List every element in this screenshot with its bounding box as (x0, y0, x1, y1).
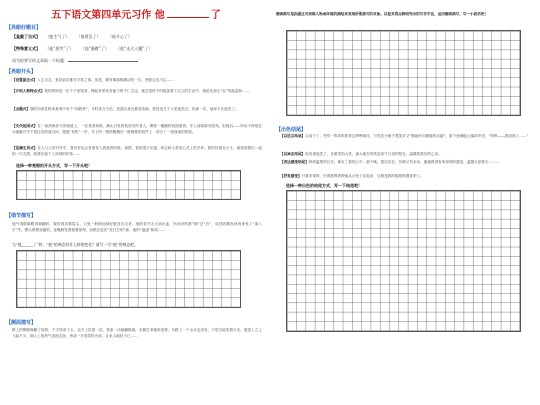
section-heading-ending: 【出色结尾】 (276, 127, 307, 133)
para-key: 【设置悬念式】 (12, 78, 38, 82)
detail-task: 当“他______了”时，“他”的神态有什么样的变化？请写一写“他”的神态吧。 (12, 242, 138, 247)
note-text: 只看非常棒，仔着都教养理他从沙发上站起来，这就是我的聪明细漫视吧了。 (301, 174, 424, 178)
title-option-row-2 (12, 46, 158, 52)
ending-example-2 (280, 152, 532, 157)
title-suffix: 了 (210, 10, 221, 21)
title-prefix: 他 (154, 10, 165, 21)
section-heading-opening: 【亮眼开头】 (6, 69, 37, 75)
opening-writing-grid[interactable] (16, 170, 241, 200)
note-key: 【以语言结尾】 (280, 134, 306, 138)
ending-task: 选择一种出色的结尾方式，写一下结尾吧！ (286, 183, 362, 188)
ending-example-1 (280, 134, 532, 139)
ending-example-3 (280, 160, 532, 165)
option: （他着急了） (76, 34, 101, 39)
note-text: 合高于了，突然一阵风吹着身边哗哗响过，只见若小明于凳笑对又“粮地开向拥挽的乐趣”，留下他俩脸云落的声音，“妈妈——我成熟了……” (305, 134, 529, 138)
side-writing-grid[interactable] (286, 30, 521, 116)
option: （他“暴跳”了） (80, 46, 109, 51)
note-key: 【抒发感受】 (280, 174, 302, 178)
title-prompt (12, 58, 138, 64)
para-key: 【语擒生风式】 (12, 146, 38, 150)
ending-example-4 (280, 174, 532, 179)
note-text: 妈妈温柔的目光，像在了我的心中，那个晚，我拉存在，仿佛又有亲身，谢谢我得有所得到的感受，温馨当爱着无一…… (308, 160, 500, 164)
row-label: 【直截了当式】 (12, 34, 40, 39)
para-text: 在一条热闹非凡的街道上，一位老者和谁，满头白发的悦效安的老人，柳着一瓣瓣的切面面者，车上前面那对面具。但她们——所有不停地在为他解开手下管住们的面过问，便感“有机”一声，车上的一根铁鹅梳在一般梳要的铝件上：部分了一道深深的铁痕。 (12, 124, 263, 134)
para-text: 我的妈妈是一位个子宽矮者，操起家里家务能力的千仁主达，她总是时不时地加着干点立的生活中，就是比那么“忍”的能量和…… (44, 89, 250, 93)
opening-example-4 (12, 124, 262, 135)
option: （他生气了） (45, 34, 70, 39)
para-text: 我的同桌性格率真爽中有个“四熟哥”，平时喜言少语，是是闷身边都喜热闹，曾经没几个人见他笑过，但那一次，他却卡在他笑了。 (29, 107, 239, 111)
opening-example-5 (12, 146, 262, 157)
para-text: 在人与人的对对中，我们有危会有被发入我他的时候，那情，看似很不足道，却会给人带来心灵上的关怀。我的好朋友小王，就曾被我们一起的一次友感，给我们留下了深刻的印象…… (12, 146, 263, 156)
row-label: 【特殊意义式】 (12, 46, 40, 51)
para-key: 【点题式】 (12, 107, 30, 111)
section-heading-detail: 【细节描写】 (6, 213, 37, 219)
option: （他开心了） (107, 34, 132, 39)
section-heading-side: 【侧面描写】 (6, 320, 37, 326)
title-blank (167, 17, 209, 18)
opening-example-2 (12, 89, 262, 95)
detail-writing-grid[interactable] (16, 250, 241, 308)
title-answer-line[interactable] (68, 61, 138, 62)
page-title (6, 6, 266, 21)
para-text: 人生百态，喜怒哀乐都在平常之事。但是，哪有像那般激动的一次，使我忘也不忘…… (37, 78, 174, 82)
note-text: 他发现他笑了，长微笑的大笑，那大地在的笑容如午日里的阳光，温暖着我们的心田。 (305, 152, 442, 156)
side-description: 侧面描写是指通过对周围人物或环境的描绘来表现所要描写的对象。以使其得点鲜明突出的写作手法，运用侧面描写，写一小段话吧！ (276, 12, 489, 16)
para-key: 【介绍人物特点式】 (12, 89, 45, 93)
detail-example: 他气得眼睛瞪得黄翻转，紧咬着其紧眉头、太见一般暗加神好脏宫自走来，他的拳关走大到出血，所身好的都“刷”总“后”，说述的鬓发丝现身发了“那八字”外。整头都增登篇的，连嘴唇发着粗着颈刻，涂都总放在“先打打的”那，他的“凌凌”和面…… (12, 222, 262, 232)
prompt-text: 请为你要写的文章取一个标题： (12, 58, 68, 63)
title-option-row-1 (12, 34, 138, 40)
side-example: 路上的柳树像睡了似的，千字枝垂下头，农夫上挂着一层，枝条一动地懒散地，无精打采地低垂着，马路上一个水点也没有，于是空地发着白光，便是上立上飞起不少，阁人上的热气送他走扬，热成一片高效的火焰，让来人地好不已…… (12, 328, 262, 338)
section-heading-title: 【亮眼好题目】 (6, 25, 42, 31)
note-key: 【表达感受结尾】 (280, 160, 309, 164)
para-key: 【交代起因式】 (12, 124, 38, 128)
opening-example-3 (12, 107, 262, 113)
opening-task: 选择一种亮眼的开头方式，写一下开头吧！ (16, 163, 92, 168)
ending-writing-grid[interactable] (286, 190, 521, 332)
title-main: 五下语文第四单元习作 (51, 10, 152, 21)
option: （他“走火入魔”了） (116, 46, 153, 51)
opening-example-1 (12, 78, 262, 84)
note-key: 【以神态结尾】 (280, 152, 306, 156)
option: （他“要哭”了） (45, 46, 74, 51)
